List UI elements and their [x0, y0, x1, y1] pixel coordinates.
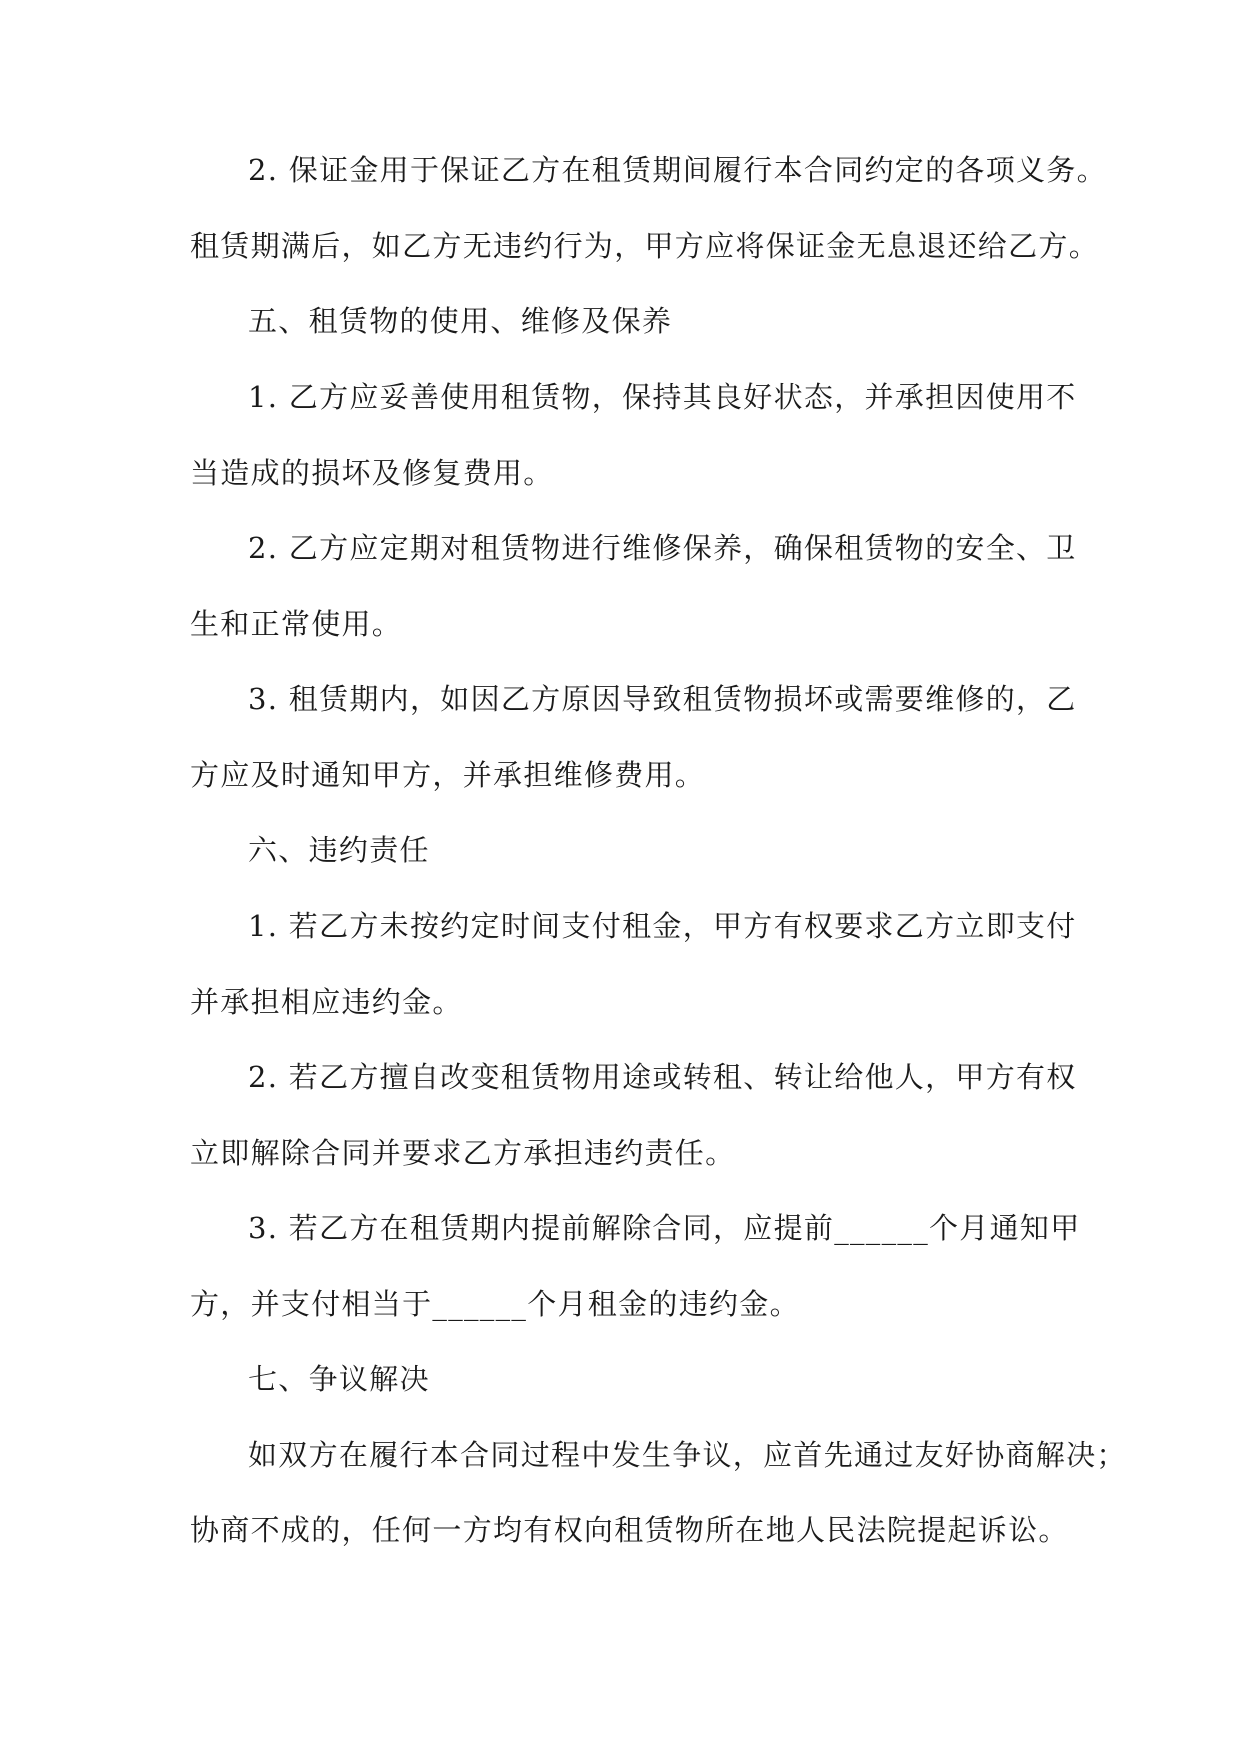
paragraph-line: 2. 若乙方擅自改变租赁物用途或转租、转让给他人，甲方有权 [248, 1060, 1077, 1094]
paragraph-line: 租赁期满后，如乙方无违约行为，甲方应将保证金无息退还给乙方。 [190, 229, 1100, 263]
paragraph-line: 1. 若乙方未按约定时间支付租金，甲方有权要求乙方立即支付 [248, 909, 1077, 943]
paragraph-line: 2. 保证金用于保证乙方在租赁期间履行本合同约定的各项义务。 [248, 153, 1107, 187]
paragraph-line: 方，并支付相当于______个月租金的违约金。 [190, 1287, 800, 1321]
paragraph-line: 1. 乙方应妥善使用租赁物，保持其良好状态，并承担因使用不 [248, 380, 1077, 414]
section-heading: 五、租赁物的使用、维修及保养 [248, 304, 673, 338]
paragraph-line: 立即解除合同并要求乙方承担违约责任。 [190, 1136, 736, 1170]
paragraph-line: 方应及时通知甲方，并承担维修费用。 [190, 758, 706, 792]
paragraph-line: 2. 乙方应定期对租赁物进行维修保养，确保租赁物的安全、卫 [248, 531, 1077, 565]
paragraph-line: 3. 租赁期内，如因乙方原因导致租赁物损坏或需要维修的，乙 [248, 682, 1077, 716]
paragraph-line: 3. 若乙方在租赁期内提前解除合同，应提前______个月通知甲 [248, 1211, 1081, 1245]
section-heading: 六、违约责任 [248, 833, 430, 867]
paragraph-line: 并承担相应违约金。 [190, 985, 463, 1019]
paragraph-line: 当造成的损坏及修复费用。 [190, 456, 554, 490]
paragraph-line: 协商不成的，任何一方均有权向租赁物所在地人民法院提起诉讼。 [190, 1513, 1069, 1547]
paragraph-line: 如双方在履行本合同过程中发生争议，应首先通过友好协商解决； [248, 1438, 1127, 1472]
section-heading: 七、争议解决 [248, 1362, 430, 1396]
paragraph-line: 生和正常使用。 [190, 607, 403, 641]
